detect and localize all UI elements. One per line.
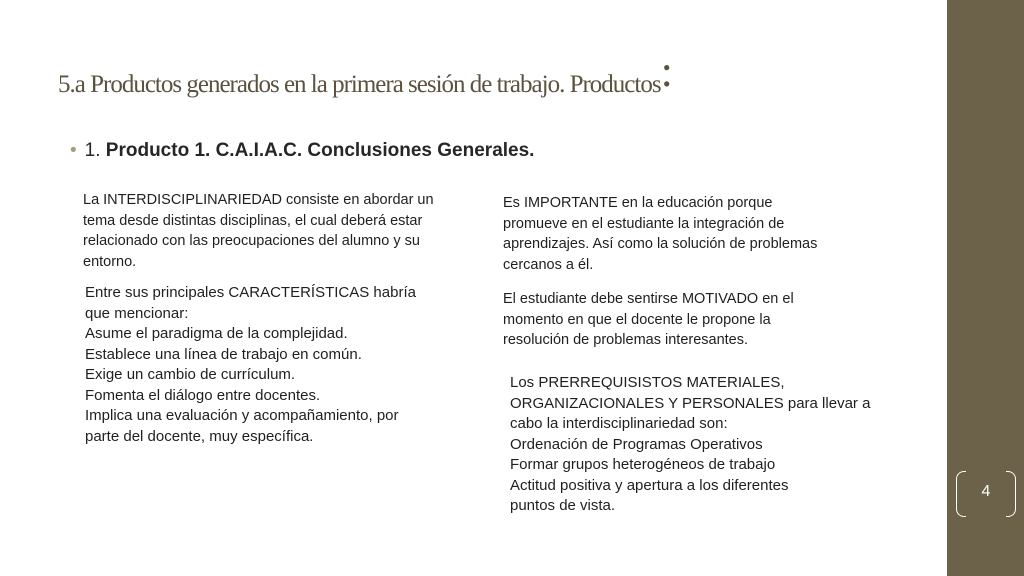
definition-line: relacionado con las preocupaciones del alumno y su [83, 233, 420, 249]
importance-line: cercanos a él. [503, 256, 594, 273]
definition-line: entorno. [83, 253, 137, 270]
characteristics-line: Establece una línea de trabajo en común. [85, 345, 362, 363]
importance-line: momento en que el docente le propone la [503, 311, 771, 328]
bullet-item [70, 140, 534, 162]
importance-line: Es IMPORTANTE en la educación porque [503, 195, 773, 211]
definition-line: La INTERDISCIPLINARIEDAD consiste en abordar un [83, 192, 434, 208]
prerequisites-line: puntos de vista. [510, 497, 616, 514]
characteristics-line: parte del docente, muy específica. [85, 427, 314, 445]
characteristics-line: Fomenta el diálogo entre docentes. [85, 386, 321, 404]
slide-title-text: 5.a Productos generados en la primera sesión de trabajo. Productos [58, 71, 661, 98]
slide-title-colon: : [660, 47, 672, 96]
prerequisites-line: Formar grupos heterogéneos de trabajo [510, 456, 776, 473]
importance-block [503, 193, 817, 351]
characteristics-line: Exige un cambio de currículum. [85, 366, 296, 383]
characteristics-line: Implica una evaluación y acompañamiento, por [85, 407, 399, 424]
definition-line: tema desde distintas disciplinas, el cual deberá estar [83, 212, 423, 229]
importance-line: resolución de problemas interesantes. [503, 332, 749, 348]
importance-line: El estudiante debe sentirse MOTIVADO en el [503, 291, 794, 307]
characteristics-block [85, 283, 416, 447]
slide-title [58, 47, 938, 103]
prerequisites-line: ORGANIZACIONALES Y PERSONALES para llevar a [510, 394, 871, 412]
characteristics-line: Asume el paradigma de la complejidad. [85, 325, 348, 342]
page-number-badge [956, 471, 1016, 517]
prerequisites-line: Los PRERREQUISISTOS MATERIALES, [510, 374, 785, 391]
importance-spacer [503, 275, 817, 289]
page-number: 4 [981, 483, 991, 500]
characteristics-line: que mencionar: [85, 304, 189, 322]
prerequisites-line: cabo la interdisciplinariedad son: [510, 415, 728, 432]
characteristics-line: Entre sus principales CARACTERÍSTICAS habría [85, 284, 416, 301]
definition-block [83, 190, 434, 272]
importance-line: promueve en el estudiante la integración de [503, 215, 785, 232]
bullet-marker: • [70, 140, 77, 161]
prerequisites-line: Ordenación de Programas Operativos [510, 435, 763, 453]
importance-line: aprendizajes. Así como la solución de problemas [503, 236, 818, 252]
prerequisites-line: Actitud positiva y apertura a los diferentes [510, 476, 789, 494]
prerequisites-block [510, 373, 870, 517]
bullet-heading: Producto 1. C.A.I.A.C. Conclusiones Generales. [105, 140, 535, 161]
bullet-number: 1. [84, 140, 101, 161]
